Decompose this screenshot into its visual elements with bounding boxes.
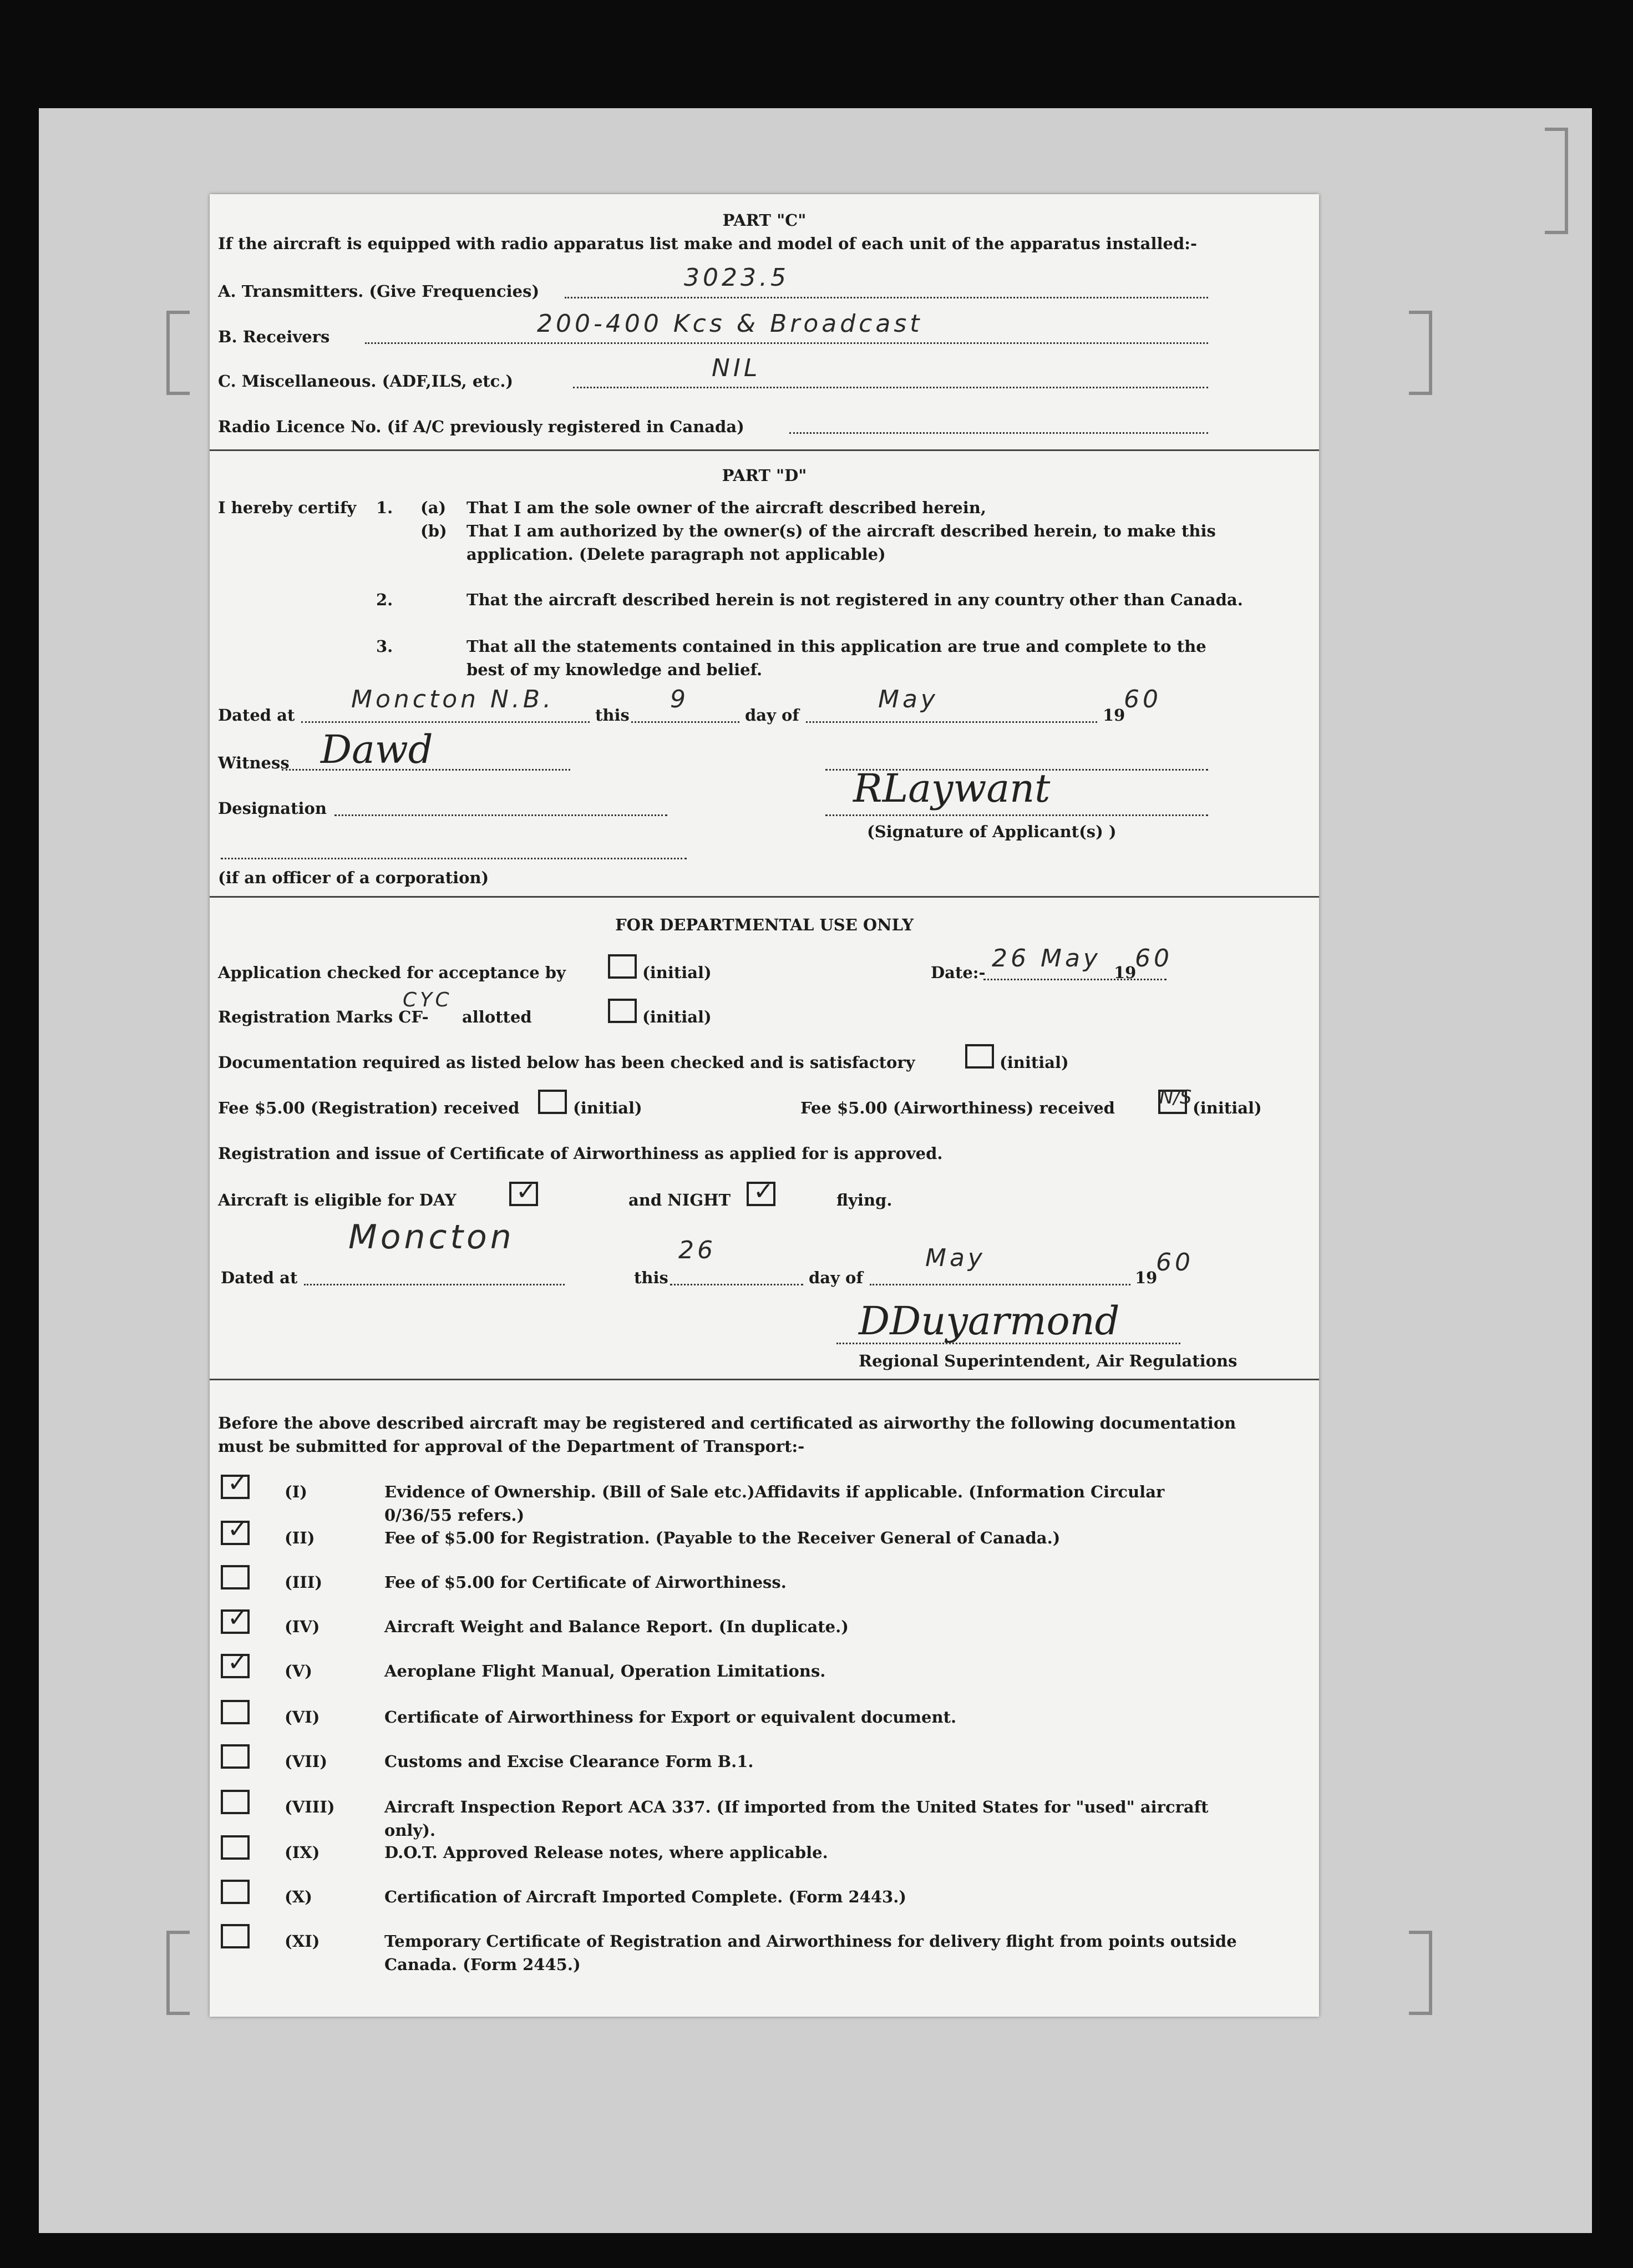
year-prefix: 19 [1114, 963, 1137, 982]
doc-item-text-continued: Canada. (Form 2445.) [384, 1955, 581, 1974]
departmental-title: FOR DEPARTMENTAL USE ONLY [615, 915, 914, 934]
flying-label: flying. [836, 1191, 892, 1209]
corner-bracket [166, 311, 190, 395]
licence-line [789, 432, 1208, 434]
date-value[interactable]: 26 May [992, 944, 1101, 973]
day-of-label: day of [809, 1268, 863, 1287]
doc-item-text: Fee of $5.00 for Certificate of Airworthiness. [384, 1573, 787, 1592]
doc-item-number: (XI) [285, 1932, 320, 1951]
doc-item-number: (III) [285, 1573, 323, 1592]
dotted-line [221, 858, 687, 859]
dotted-line [334, 814, 667, 816]
doc-checkbox[interactable] [221, 1880, 250, 1904]
regional-superintendent-caption: Regional Superintendent, Air Regulations [859, 1351, 1238, 1370]
corner-bracket [1409, 311, 1432, 395]
divider [210, 449, 1319, 451]
certify-label: I hereby certify [218, 498, 357, 517]
item-letter: (a) [420, 498, 447, 517]
transmitters-label: A. Transmitters. (Give Frequencies) [218, 282, 540, 301]
fee-registration-box[interactable] [538, 1090, 567, 1114]
doc-item-text: D.O.T. Approved Release notes, where applicable. [384, 1843, 828, 1862]
doc-item-text: Aircraft Weight and Balance Report. (In duplicate.) [384, 1617, 849, 1636]
part-c-intro: If the aircraft is equipped with radio apparatus list make and model of each unit of the apparatus installed:- [218, 234, 1197, 253]
certify-b-line2: application. (Delete paragraph not applicable) [466, 545, 886, 564]
doc-item-text-continued: 0/36/55 refers.) [384, 1506, 525, 1525]
initial-label: (initial) [1000, 1053, 1069, 1072]
doc-item-text: Customs and Excise Clearance Form B.1. [384, 1752, 754, 1771]
year-value[interactable]: 60 [1156, 1248, 1194, 1277]
doc-checkbox[interactable] [221, 1924, 250, 1948]
doc-item-number: (IX) [285, 1843, 320, 1862]
check-mark-icon: ✓ [227, 1515, 248, 1543]
dated-place-value[interactable]: Moncton N.B. [351, 685, 555, 713]
certify-a: That I am the sole owner of the aircraft described herein, [466, 498, 986, 517]
superintendent-signature: DDuyarmond [859, 1298, 1120, 1344]
dotted-line [304, 1284, 565, 1285]
dotted-line [870, 1284, 1130, 1285]
month-value[interactable]: May [878, 685, 939, 713]
initial-label: (initial) [642, 1008, 712, 1026]
documentation-checked-label: Documentation required as listed below has been checked and is satisfactory [218, 1053, 915, 1072]
form-page [210, 194, 1319, 2017]
divider [210, 1379, 1319, 1380]
month-value[interactable]: May [925, 1244, 986, 1272]
year-value[interactable]: 60 [1124, 685, 1162, 713]
dotted-line [806, 721, 1097, 723]
doc-checkbox[interactable] [221, 1744, 250, 1769]
day-of-label: day of [745, 706, 799, 725]
doc-item-text: Aeroplane Flight Manual, Operation Limitations. [384, 1662, 826, 1680]
doc-item-text: Certificate of Airworthiness for Export or equivalent document. [384, 1708, 957, 1727]
licence-label: Radio Licence No. (if A/C previously registered in Canada) [218, 417, 744, 436]
dotted-line [836, 1343, 1180, 1344]
dated-at-label: Dated at [221, 1268, 298, 1287]
this-label: this [634, 1268, 668, 1287]
allotted-initial-box[interactable] [608, 999, 637, 1023]
approved-label: Registration and issue of Certificate of Airworthiness as applied for is approved. [218, 1144, 943, 1163]
doc-item-number: (VIII) [285, 1798, 335, 1816]
dotted-line [825, 814, 1208, 816]
fee-airworthiness-label: Fee $5.00 (Airworthiness) received [800, 1098, 1115, 1117]
certify-3-line2: best of my knowledge and belief. [466, 660, 763, 679]
dotted-line [301, 721, 590, 723]
checked-label: Application checked for acceptance by [218, 963, 566, 982]
checked-initial-box[interactable] [608, 954, 637, 979]
doc-item-text-continued: only). [384, 1821, 436, 1840]
item-number: 3. [376, 637, 393, 656]
receivers-line [365, 342, 1208, 344]
doc-item-number: (I) [285, 1482, 308, 1501]
allotted-label: allotted [462, 1008, 532, 1026]
and-night-label: and NIGHT [628, 1191, 731, 1209]
receivers-label: B. Receivers [218, 327, 330, 346]
date-label: Date:- [931, 963, 986, 982]
applicant-signature: RLaywant [853, 766, 1051, 811]
doc-checkbox[interactable] [221, 1790, 250, 1814]
reg-marks-label: Registration Marks CF- [218, 1008, 429, 1026]
documentation-intro-2: must be submitted for approval of the Department of Transport:- [218, 1437, 805, 1456]
transmitters-line [565, 297, 1208, 298]
eligible-day-label: Aircraft is eligible for DAY [218, 1191, 457, 1209]
doc-item-text: Temporary Certificate of Registration and Airworthiness for delivery flight from points outside [384, 1932, 1237, 1951]
doc-item-number: (II) [285, 1528, 315, 1547]
check-mark-icon: ✓ [753, 1177, 774, 1206]
doc-checkbox[interactable] [221, 1835, 250, 1860]
corner-bracket [166, 1931, 190, 2015]
doc-item-text: Fee of $5.00 for Registration. (Payable to the Receiver General of Canada.) [384, 1528, 1061, 1547]
item-letter: (b) [420, 522, 447, 540]
this-label: this [595, 706, 630, 725]
doc-item-text: Evidence of Ownership. (Bill of Sale etc.)Affidavits if applicable. (Information Circular [384, 1482, 1165, 1501]
part-c-title: PART "C" [722, 211, 807, 230]
check-mark-icon: ✓ [227, 1469, 248, 1497]
initial-label: (initial) [642, 963, 712, 982]
doc-item-number: (IV) [285, 1617, 320, 1636]
dotted-line [631, 721, 739, 723]
doc-item-text: Aircraft Inspection Report ACA 337. (If imported from the United States for "used" aircraft [384, 1798, 1209, 1816]
receivers-value[interactable]: 200-400 Kcs & Broadcast [537, 310, 923, 338]
reg-marks-value[interactable]: CYC [403, 989, 453, 1011]
misc-label: C. Miscellaneous. (ADF,ILS, etc.) [218, 372, 514, 391]
check-mark-icon: ✓ [516, 1177, 536, 1206]
part-d-title: PART "D" [722, 466, 807, 485]
certify-b-line1: That I am authorized by the owner(s) of the aircraft described herein, to make this [466, 522, 1216, 540]
doc-item-number: (VI) [285, 1708, 320, 1727]
doc-checkbox[interactable] [221, 1700, 250, 1724]
transmitters-value[interactable]: 3023.5 [684, 264, 789, 292]
item-number: 1. [376, 498, 393, 517]
year-prefix: 19 [1135, 1268, 1158, 1287]
corner-bracket [1409, 1931, 1432, 2015]
fee-airworthiness-value: N/S [1159, 1086, 1192, 1108]
designation-label: Designation [218, 799, 327, 818]
witness-signature: Dawd [321, 727, 433, 772]
doc-item-number: (X) [285, 1887, 312, 1906]
dated-place-value[interactable]: Moncton [348, 1218, 515, 1257]
check-mark-icon: ✓ [227, 1648, 248, 1677]
dotted-line [983, 979, 1167, 980]
fee-registration-label: Fee $5.00 (Registration) received [218, 1098, 520, 1117]
dated-at-label: Dated at [218, 706, 295, 725]
year-prefix: 19 [1103, 706, 1125, 725]
day-value[interactable]: 26 [678, 1236, 716, 1264]
doc-checkbox[interactable] [221, 1565, 250, 1589]
doc-item-number: (VII) [285, 1752, 328, 1771]
documentation-initial-box[interactable] [965, 1044, 994, 1069]
officer-label: (if an officer of a corporation) [218, 868, 489, 887]
certify-3-line1: That all the statements contained in this application are true and complete to the [466, 637, 1206, 656]
misc-line [573, 387, 1208, 388]
witness-label: Witness [218, 753, 290, 772]
item-number: 2. [376, 590, 393, 609]
divider [210, 896, 1319, 898]
initial-label: (initial) [573, 1098, 642, 1117]
misc-value[interactable]: NIL [712, 354, 761, 382]
date-year[interactable]: 60 [1135, 944, 1173, 973]
doc-item-text: Certification of Aircraft Imported Complete. (Form 2443.) [384, 1887, 907, 1906]
initial-label: (initial) [1193, 1098, 1262, 1117]
corner-bracket [1545, 128, 1568, 234]
signature-caption: (Signature of Applicant(s) ) [867, 822, 1117, 841]
documentation-intro-1: Before the above described aircraft may be registered and certificated as airworthy the following documentation [218, 1414, 1236, 1432]
dotted-line [670, 1284, 803, 1285]
check-mark-icon: ✓ [227, 1604, 248, 1632]
certify-2: That the aircraft described herein is not registered in any country other than Canada. [466, 590, 1243, 609]
doc-item-number: (V) [285, 1662, 312, 1680]
day-value[interactable]: 9 [670, 685, 689, 713]
